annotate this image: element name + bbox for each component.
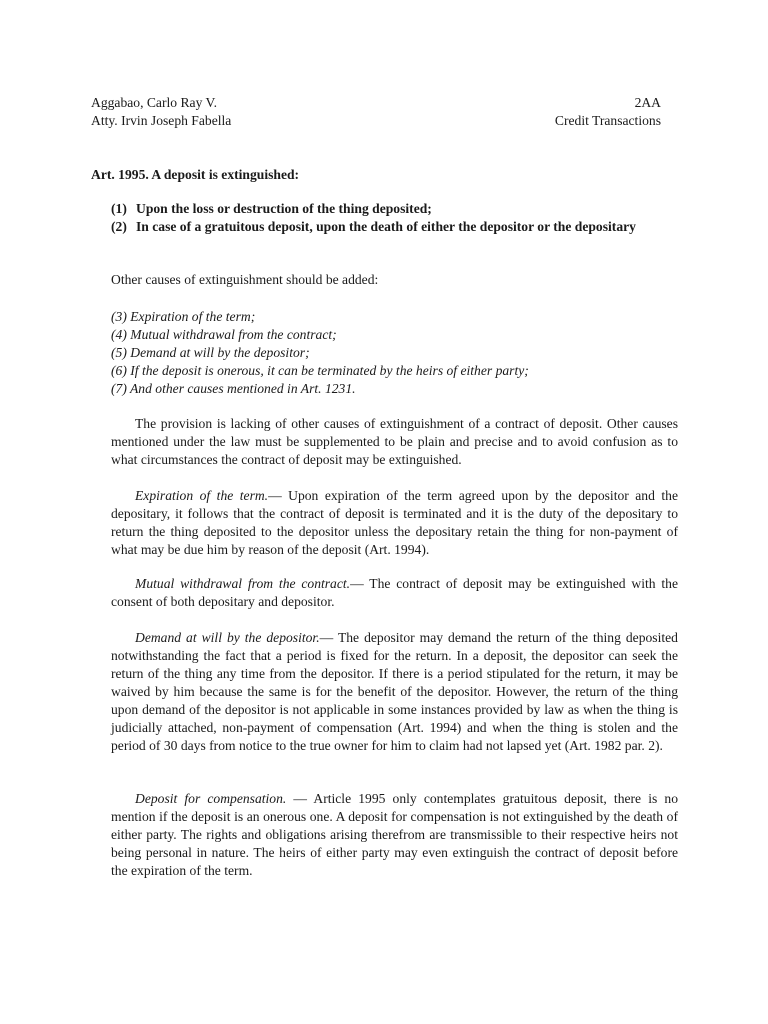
header-line-2 xyxy=(91,112,661,130)
article-provisions-list xyxy=(111,200,678,236)
list-item-text: In case of a gratuitous deposit, upon the death of either the depositor or the depositary xyxy=(136,219,636,234)
paragraph-text: — The contract of deposit may be extinguished with the consent of both depositary and depositor. xyxy=(111,576,678,609)
professor-name: Atty. Irvin Joseph Fabella xyxy=(91,113,232,128)
paragraph-text: — The depositor may demand the return of the thing deposited notwithstanding the fact that a period is fixed for the return. In a deposit, the depositor can seek the return of the thing any time from the depositor. If there is a period stipulated for the return, it may be waived by him because the same is for the benefit of the depositor. However, the return of the thing upon demand of the depositor is not applicable in some instances provided by law as when the thing is judicially attached, non-payment of compensation (Art. 1994) and when the thing is stolen and the period of 30 days from notice to the true owner for him to claim had not lapsed yet (Art. 1982 par. 2). xyxy=(111,630,678,753)
list-item xyxy=(111,218,678,236)
list-item: (6) If the deposit is onerous, it can be terminated by the heirs of either party; xyxy=(111,363,529,378)
list-item xyxy=(111,200,678,218)
paragraph-lead: Mutual withdrawal from the contract. xyxy=(135,576,351,591)
other-causes-list xyxy=(111,308,529,398)
body-paragraph xyxy=(111,790,678,880)
body-paragraph xyxy=(111,575,678,611)
paragraph-text: — Article 1995 only contemplates gratuitous deposit, there is no mention if the deposit is an onerous one. A deposit for compensation is not extinguished by the death of either party. The rights and obligations arising therefrom are transmissible to their respective heirs not being personal in nature. The heirs of either party may even extinguish the contract of deposit before the expiration of the term. xyxy=(111,791,678,878)
course-name: Credit Transactions xyxy=(554,113,661,128)
author-name: Aggabao, Carlo Ray V. xyxy=(91,95,217,110)
other-causes-intro: Other causes of extinguishment should be added: xyxy=(111,272,379,287)
body-paragraph xyxy=(111,487,678,559)
header-line-1 xyxy=(91,94,661,112)
list-item: (4) Mutual withdrawal from the contract; xyxy=(111,327,337,342)
list-item-number: (1) xyxy=(111,201,127,216)
article-title: Art. 1995. A deposit is extinguished: xyxy=(91,167,300,182)
body-paragraph xyxy=(111,629,678,755)
paragraph-lead: Demand at will by the depositor. xyxy=(135,630,320,645)
list-item-text: Upon the loss or destruction of the thing deposited; xyxy=(136,201,432,216)
paragraph-text: The provision is lacking of other causes of extinguishment of a contract of deposit. Other causes mentioned under the law must be supplemented to be plain and precise and to avoid confusion as to what circumstances the contract of deposit may be extinguished. xyxy=(111,416,678,467)
list-item: (7) And other causes mentioned in Art. 1231. xyxy=(111,381,356,396)
paragraph-lead: Deposit for compensation. xyxy=(135,791,287,806)
list-item: (5) Demand at will by the depositor; xyxy=(111,345,310,360)
section-code: 2AA xyxy=(634,95,661,110)
paragraph-text: — Upon expiration of the term agreed upon by the depositor and the depositary, it follows that the contract of deposit is terminated and it is the duty of the depositary to return the thing deposited to the depositor unless the depositary retain the thing for non-payment of what may be due him by reason of the deposit (Art. 1994). xyxy=(111,488,678,557)
list-item-number: (2) xyxy=(111,219,127,234)
body-paragraph xyxy=(111,415,678,469)
paragraph-lead: Expiration of the term. xyxy=(135,488,269,503)
list-item: (3) Expiration of the term; xyxy=(111,309,256,324)
